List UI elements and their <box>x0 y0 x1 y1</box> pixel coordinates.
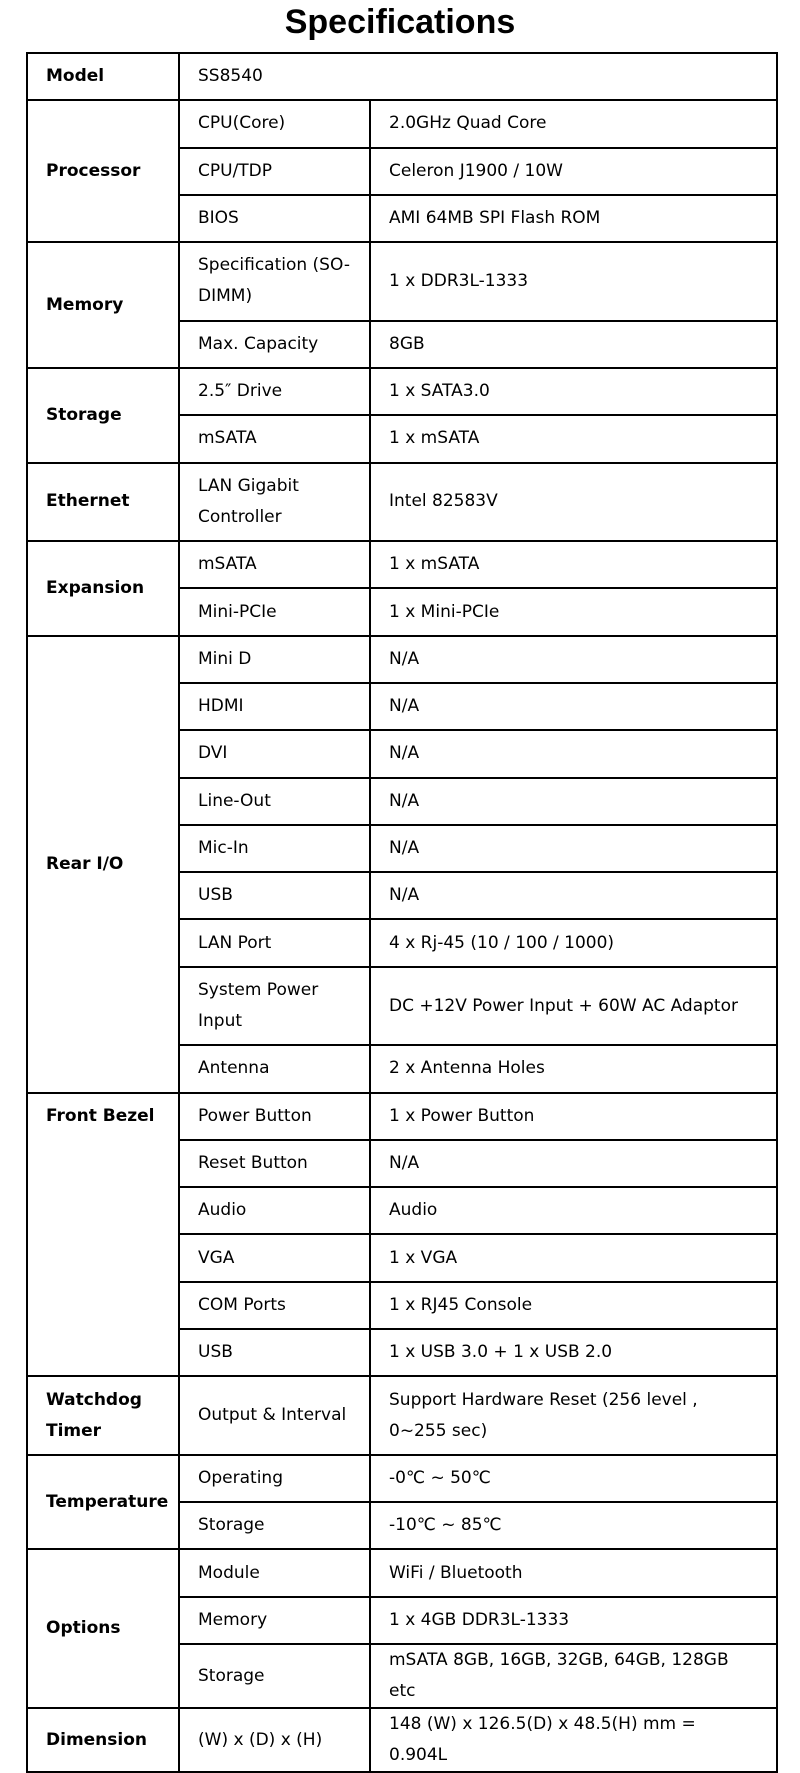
spec-table <box>26 52 778 1773</box>
spec-label: Antenna <box>179 1045 370 1092</box>
page-title: Specifications <box>284 3 516 41</box>
table-row <box>27 100 777 147</box>
spec-value: Audio <box>370 1187 777 1234</box>
spec-label: LAN Gigabit Controller <box>179 463 370 542</box>
table-row <box>27 242 777 321</box>
category-options: Options <box>27 1549 179 1708</box>
category-processor: Processor <box>27 100 179 242</box>
spec-value: 148 (W) x 126.5(D) x 48.5(H) mm = 0.904L <box>370 1708 777 1772</box>
spec-label: VGA <box>179 1234 370 1281</box>
spec-value: Celeron J1900 / 10W <box>370 148 777 195</box>
category-memory: Memory <box>27 242 179 368</box>
spec-label: BIOS <box>179 195 370 242</box>
spec-label: Line-Out <box>179 778 370 825</box>
table-row <box>27 541 777 588</box>
category-expansion: Expansion <box>27 541 179 636</box>
table-row <box>27 463 777 542</box>
category-rear-io: Rear I/O <box>27 636 179 1093</box>
spec-value: 1 x USB 3.0 + 1 x USB 2.0 <box>370 1329 777 1376</box>
spec-value: 1 x SATA3.0 <box>370 368 777 415</box>
spec-value: N/A <box>370 778 777 825</box>
spec-value: SS8540 <box>179 53 777 100</box>
spec-label: mSATA <box>179 541 370 588</box>
spec-value: AMI 64MB SPI Flash ROM <box>370 195 777 242</box>
spec-value: 2.0GHz Quad Core <box>370 100 777 147</box>
spec-value: 4 x Rj-45 (10 / 100 / 1000) <box>370 919 777 966</box>
spec-label: System Power Input <box>179 967 370 1046</box>
category-storage: Storage <box>27 368 179 463</box>
spec-value: N/A <box>370 1140 777 1187</box>
spec-label: Mini D <box>179 636 370 683</box>
table-row <box>27 636 777 683</box>
spec-label: 2.5″ Drive <box>179 368 370 415</box>
spec-label: HDMI <box>179 683 370 730</box>
spec-label: Storage <box>179 1502 370 1549</box>
category-model: Model <box>27 53 179 100</box>
spec-value: Intel 82583V <box>370 463 777 542</box>
table-row <box>27 53 777 100</box>
spec-label: USB <box>179 1329 370 1376</box>
spec-value: DC +12V Power Input + 60W AC Adaptor <box>370 967 777 1046</box>
table-row <box>27 1093 777 1140</box>
table-row <box>27 1549 777 1596</box>
spec-label: mSATA <box>179 415 370 462</box>
spec-label: USB <box>179 872 370 919</box>
table-row <box>27 368 777 415</box>
category-watchdog-timer: Watchdog Timer <box>27 1376 179 1455</box>
spec-value: 1 x Power Button <box>370 1093 777 1140</box>
spec-value: N/A <box>370 825 777 872</box>
spec-label: Module <box>179 1549 370 1596</box>
spec-value: 1 x RJ45 Console <box>370 1282 777 1329</box>
spec-value: Support Hardware Reset (256 level , 0~255 sec) <box>370 1376 777 1455</box>
spec-value: N/A <box>370 730 777 777</box>
spec-value: WiFi / Bluetooth <box>370 1549 777 1596</box>
spec-label: CPU/TDP <box>179 148 370 195</box>
spec-value: 2 x Antenna Holes <box>370 1045 777 1092</box>
spec-value: -10℃ ~ 85℃ <box>370 1502 777 1549</box>
table-row <box>27 1376 777 1455</box>
spec-label: Reset Button <box>179 1140 370 1187</box>
spec-value: N/A <box>370 636 777 683</box>
spec-label: Output & Interval <box>179 1376 370 1455</box>
category-temperature: Temperature <box>27 1455 179 1550</box>
spec-value: 1 x 4GB DDR3L-1333 <box>370 1597 777 1644</box>
spec-value: N/A <box>370 872 777 919</box>
spec-value: 1 x mSATA <box>370 541 777 588</box>
spec-label: Mic-In <box>179 825 370 872</box>
spec-value: 1 x Mini-PCIe <box>370 588 777 635</box>
spec-value: 1 x mSATA <box>370 415 777 462</box>
category-dimension: Dimension <box>27 1708 179 1772</box>
spec-label: Max. Capacity <box>179 321 370 368</box>
spec-label: Memory <box>179 1597 370 1644</box>
spec-label: Operating <box>179 1455 370 1502</box>
spec-label: COM Ports <box>179 1282 370 1329</box>
spec-label: LAN Port <box>179 919 370 966</box>
spec-value: -0℃ ~ 50℃ <box>370 1455 777 1502</box>
category-ethernet: Ethernet <box>27 463 179 542</box>
spec-label: Mini-PCIe <box>179 588 370 635</box>
spec-label: Power Button <box>179 1093 370 1140</box>
spec-value: mSATA 8GB, 16GB, 32GB, 64GB, 128GB etc <box>370 1644 777 1708</box>
spec-value: 1 x DDR3L-1333 <box>370 242 777 321</box>
spec-label: (W) x (D) x (H) <box>179 1708 370 1772</box>
table-row <box>27 1708 777 1772</box>
spec-value: 1 x VGA <box>370 1234 777 1281</box>
spec-label: DVI <box>179 730 370 777</box>
spec-value: 8GB <box>370 321 777 368</box>
table-row <box>27 1455 777 1502</box>
category-front-bezel: Front Bezel <box>27 1093 179 1377</box>
spec-label: Audio <box>179 1187 370 1234</box>
spec-label: CPU(Core) <box>179 100 370 147</box>
spec-value: N/A <box>370 683 777 730</box>
spec-label: Specification (SO-DIMM) <box>179 242 370 321</box>
spec-label: Storage <box>179 1644 370 1708</box>
